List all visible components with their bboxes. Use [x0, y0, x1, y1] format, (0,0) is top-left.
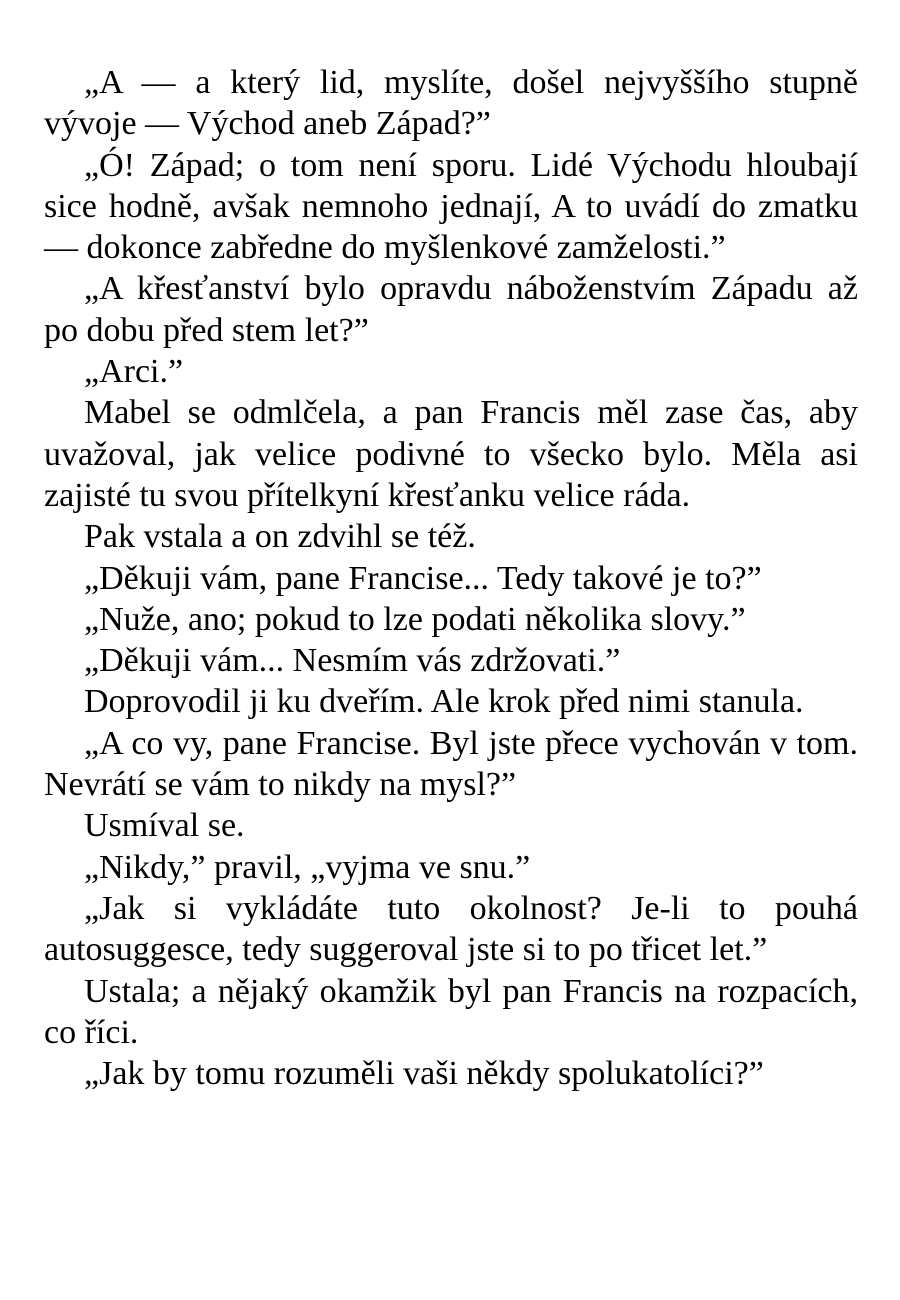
paragraph: Usmíval se.: [84, 807, 245, 845]
paragraph: Doprovodil ji ku dveřím. Ale krok před nimi stanula.: [84, 683, 804, 721]
paragraph: „Děkuji vám... Nesmím vás zdržovati.”: [84, 642, 621, 680]
page-text: [44, 62, 858, 1094]
paragraph: Ustala; a nějaký okamžik byl pan Francis na rozpacích, co říci.: [44, 972, 858, 1051]
paragraph: Pak vstala a on zdvihl se též.: [84, 518, 476, 556]
paragraph: „A — a který lid, myslíte, došel nejvyššího stupně vývoje — Východ aneb Západ?”: [44, 64, 858, 143]
paragraph: „Jak by tomu rozuměli vaši někdy spolukatolíci?”: [84, 1055, 764, 1093]
paragraph: „Nikdy,” pravil, „vyjma ve snu.”: [84, 848, 531, 886]
paragraph: „Jak si vykládáte tuto okolnost? Je-li to pouhá autosuggesce, tedy suggeroval jste si to po třicet let.”: [44, 889, 858, 969]
paragraph: „Nuže, ano; pokud to lze podati několika slovy.”: [84, 600, 746, 638]
paragraph: „Ó! Západ; o tom není sporu. Lidé Východu hloubají sice hodně, avšak nemnoho jednají, A to uvádí do zmatku — dokonce zabředne do myšlenkové zamželosti.”: [44, 146, 858, 267]
paragraph: Mabel se odmlčela, a pan Francis měl zase čas, aby uvažoval, jak velice podivné to všecko bylo. Měla asi zajisté tu svou přítelkyní křesťanku velice ráda.: [44, 394, 858, 514]
paragraph: „Arci.”: [84, 353, 184, 391]
paragraph: „A křesťanství bylo opravdu náboženstvím Západu až po dobu před stem let?”: [44, 270, 858, 349]
paragraph: „Děkuji vám, pane Francise... Tedy takové je to?”: [84, 559, 762, 597]
paragraph: „A co vy, pane Francise. Byl jste přece vychován v tom. Nevrátí se vám to nikdy na mysl?”: [44, 724, 858, 804]
